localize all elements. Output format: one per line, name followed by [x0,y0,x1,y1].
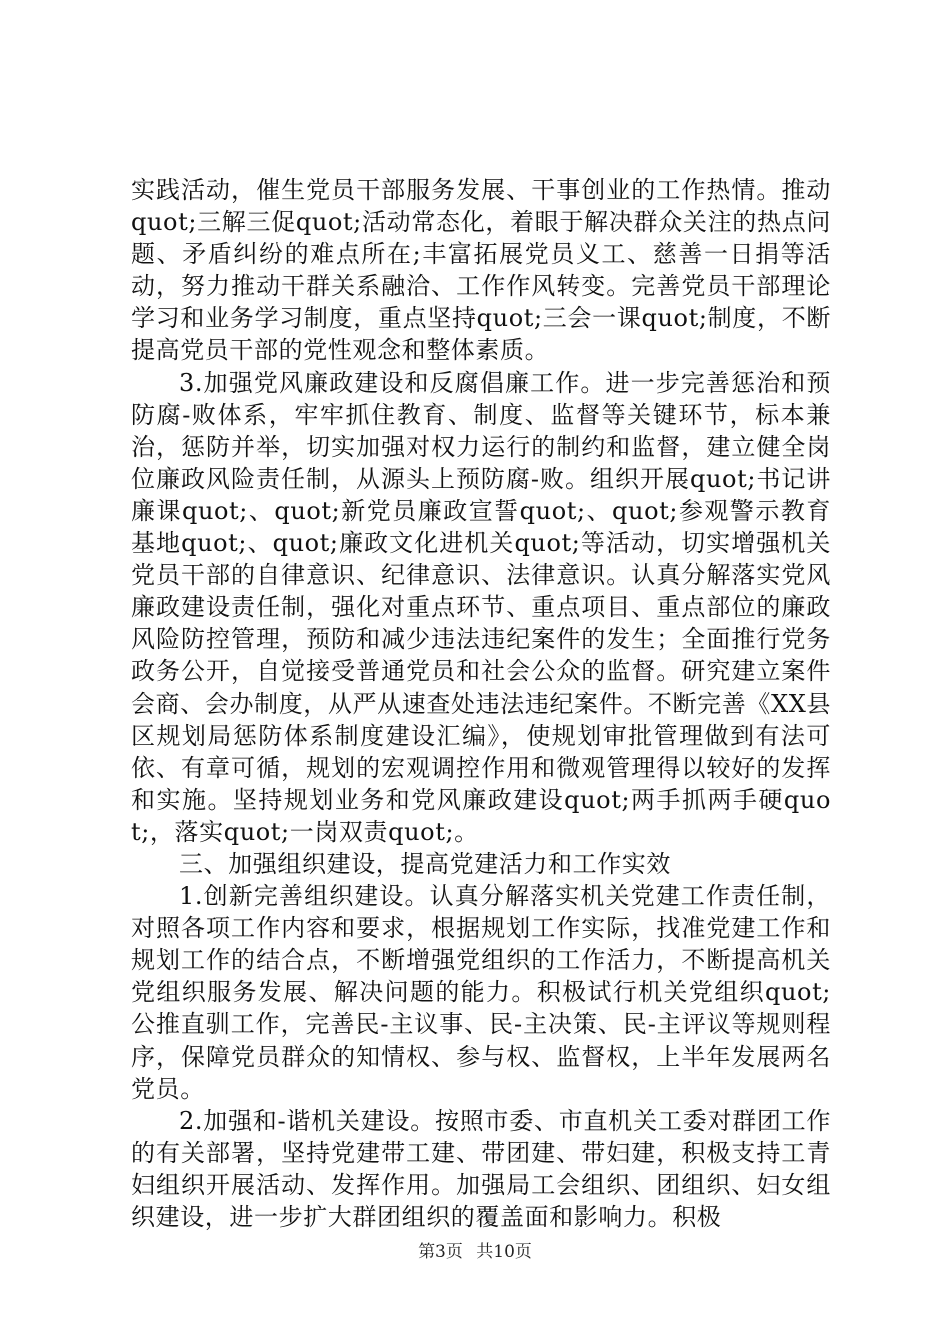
paragraph-3: 1.创新完善组织建设。认真分解落实机关党建工作责任制，对照各项工作内容和要求，根据规划工作实际，找准党建工作和规划工作的结合点，不断增强党组织的工作活力，不断提高机关党组织服务发展、解决问题的能力。积极试行机关党组织quot;公推直驯工作，完善民-主议事、民-主决策、民-主评议等规则程序，保障党员群众的知情权、参与权、监督权，上半年发展两名党员。 [131,882,831,1103]
paragraph-1: 实践活动，催生党员干部服务发展、干事创业的工作热情。推动quot;三解三促quot;活动常态化，着眼于解决群众关注的热点问题、矛盾纠纷的难点所在;丰富拓展党员义工、慈善一日捐等活动，努力推动干群关系融洽、工作作风转变。完善党员干部理论学习和业务学习制度，重点坚持quot;三会一课quot;制度，不断提高党员干部的党性观念和整体素质。 [131,176,831,365]
page-total: 共10页 [476,1242,532,1262]
page-footer [0,1240,950,1264]
paragraph-4: 2.加强和-谐机关建设。按照市委、市直机关工委对群团工作的有关部署，坚持党建带工建、带团建、带妇建，积极支持工青妇组织开展活动、发挥作用。加强局工会组织、团组织、妇女组织建设，进一步扩大群团组织的覆盖面和影响力。积极 [131,1106,831,1231]
section-heading: 三、加强组织建设，提高党建活力和工作实效 [179,849,671,878]
paragraph-2: 3.加强党风廉政建设和反腐倡廉工作。进一步完善惩治和预防腐-败体系，牢牢抓住教育、制度、监督等关键环节，标本兼治，惩防并举，切实加强对权力运行的制约和监督，建立健全岗位廉政风险责任制，从源头上预防腐-败。组织开展quot;书记讲廉课quot;、quot;新党员廉政宣誓quot;、quot;参观警示教育基地quot;、quot;廉政文化进机关quot;等活动，切实增强机关党员干部的自律意识、纪律意识、法律意识。认真分解落实党风廉政建设责任制，强化对重点环节、重点项目、重点部位的廉政风险防控管理，预防和减少违法违纪案件的发生；全面推行党务政务公开，自觉接受普通党员和社会公众的监督。研究建立案件会商、会办制度，从严从速查处违法违纪案件。不断完善《XX县区规划局惩防体系制度建设汇编》，使规划审批管理做到有法可依、有章可循，规划的宏观调控作用和微观管理得以较好的发挥和实施。坚持规划业务和党风廉政建设quot;两手抓两手硬quot;，落实quot;一岗双责quot;。 [131,368,831,846]
page-number: 第3页 [418,1242,463,1262]
document-body [131,174,831,1233]
